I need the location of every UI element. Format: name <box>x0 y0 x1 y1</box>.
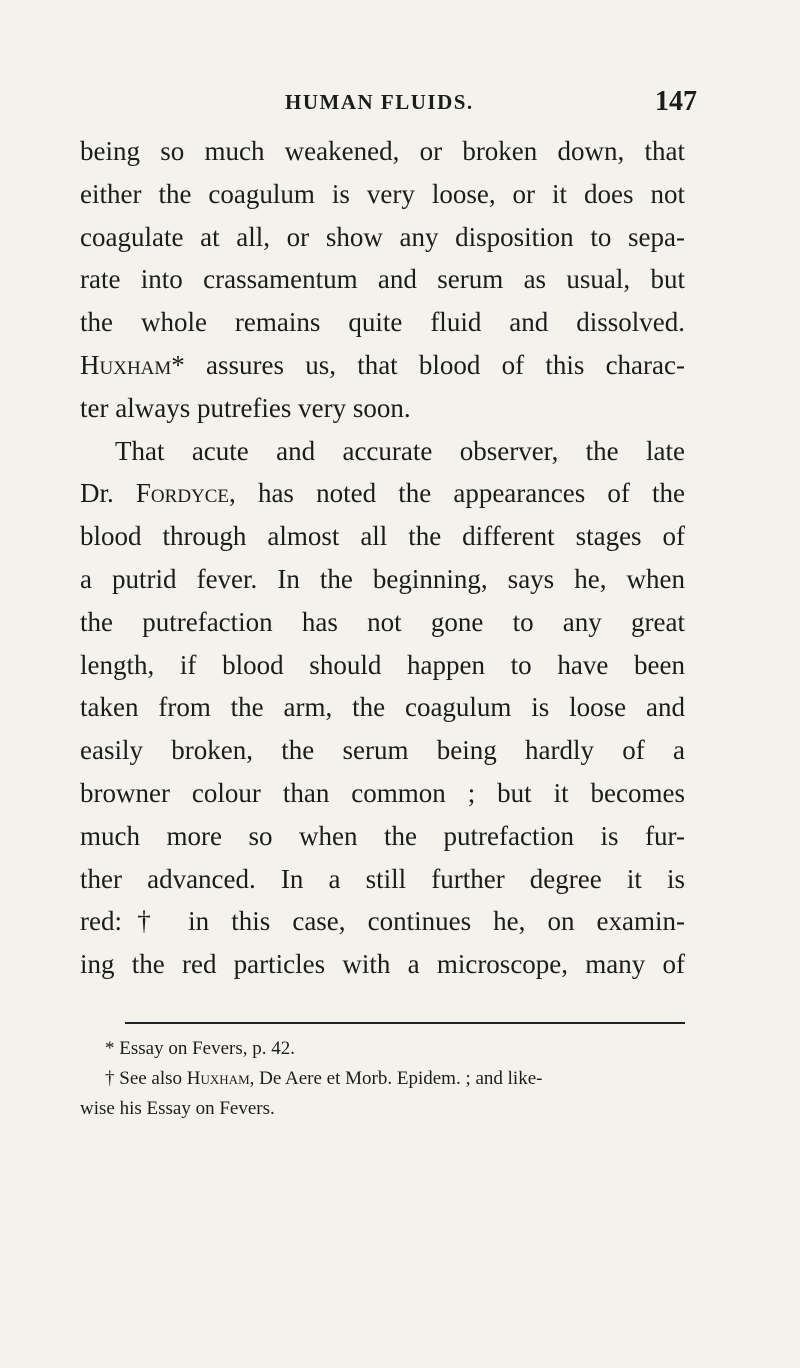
running-head: HUMAN FLUIDS. <box>285 90 474 114</box>
text-line: being so much weakened, or broken down, that <box>80 136 685 166</box>
text-line: ther advanced. In a still further degree it is <box>80 863 685 894</box>
body-text <box>80 130 685 986</box>
text-fragment: * assures us, that blood of this charac- <box>171 349 685 380</box>
text-line: much more so when the putrefaction is fur- <box>80 820 685 851</box>
text-line: coagulate at all, or show any disposition to sepa- <box>80 221 685 252</box>
text-line: easily broken, the serum being hardly of a <box>80 735 685 766</box>
page-number: 147 <box>655 86 697 117</box>
text-line: rate into crassamentum and serum as usual, but <box>80 264 685 295</box>
text-line <box>80 472 685 515</box>
text-line: a putrid fever. In the beginning, says he, when <box>80 563 685 594</box>
text-line: ing the red particles with a microscope, many of <box>80 949 685 980</box>
footnotes <box>80 1034 690 1124</box>
text-line: the putrefaction has not gone to any great <box>80 606 685 637</box>
footnote-2 <box>100 1064 690 1094</box>
author-name-huxham: Huxham <box>80 349 172 380</box>
text-line: length, if blood should happen to have been <box>80 649 685 680</box>
text-fragment: , De Aere et Morb. Epidem. ; and like- <box>249 1068 543 1089</box>
text-line: blood through almost all the different stages of <box>80 521 685 552</box>
author-name-fordyce: Fordyce <box>135 478 230 509</box>
text-line: either the coagulum is very loose, or it does not <box>80 178 685 209</box>
page-header <box>80 86 697 126</box>
text-fragment: † See also <box>105 1068 187 1089</box>
text-line: taken from the arm, the coagulum is loose and <box>80 692 685 723</box>
footnote-2-continued: wise his Essay on Fevers. <box>80 1098 275 1119</box>
author-name-huxham: Huxham <box>186 1068 250 1089</box>
text-line: the whole remains quite fluid and dissolved. <box>80 307 685 338</box>
text-fragment: Dr. <box>80 478 136 509</box>
text-fragment: , has noted the appearances of the <box>229 478 686 509</box>
footnote-divider <box>125 1022 685 1024</box>
text-line: browner colour than common ; but it becomes <box>80 777 685 808</box>
text-line: red:† in this case, continues he, on examin- <box>80 906 685 937</box>
paragraph-start-line: That acute and accurate observer, the late <box>115 435 685 466</box>
text-line <box>80 344 685 387</box>
footnote-1: * Essay on Fevers, p. 42. <box>105 1038 295 1059</box>
text-line: ter always putrefies very soon. <box>80 392 411 423</box>
